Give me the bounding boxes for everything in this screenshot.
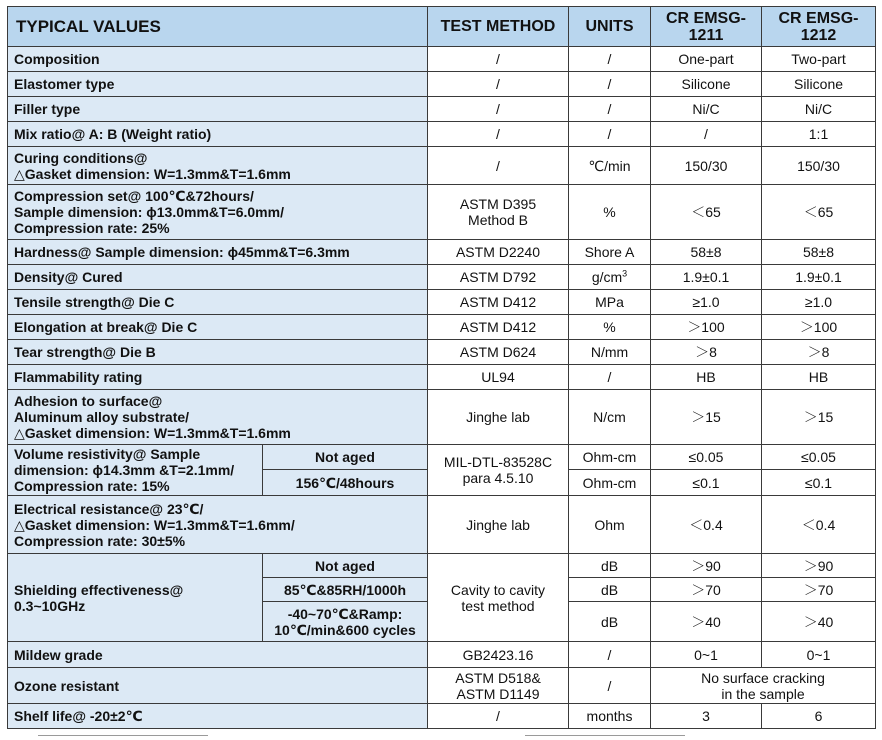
property-name: Elastomer type — [8, 72, 428, 97]
unit: N/mm — [569, 340, 651, 365]
unit: / — [569, 47, 651, 72]
test-method: MIL-DTL-83528C para 4.5.10 — [428, 445, 569, 496]
value-product-1: ＜65 — [651, 185, 762, 240]
value-product-1: HB — [651, 365, 762, 390]
typical-values-header: TYPICAL VALUES — [8, 7, 428, 47]
value-product-2: ＜0.4 — [762, 496, 876, 554]
unit: dB — [569, 554, 651, 578]
value-product-1: 58±8 — [651, 240, 762, 265]
unit: months — [569, 704, 651, 729]
test-method: / — [428, 97, 569, 122]
value-product-2: ≤0.05 — [762, 445, 876, 470]
test-method: UL94 — [428, 365, 569, 390]
table-row — [8, 72, 876, 97]
value-product-2: Silicone — [762, 72, 876, 97]
unit: / — [569, 365, 651, 390]
test-method: Cavity to cavity test method — [428, 554, 569, 642]
product-2-header: CR EMSG-1212 — [762, 7, 876, 47]
test-method: ASTM D518& ASTM D1149 — [428, 668, 569, 704]
unit-superscript: 3 — [622, 268, 628, 279]
property-name: Hardness@ Sample dimension: ϕ45mm&T=6.3mm — [8, 240, 428, 265]
test-method: / — [428, 147, 569, 185]
unit: ℃/min — [569, 147, 651, 185]
value-product-2: Ni/C — [762, 97, 876, 122]
table-row — [8, 315, 876, 340]
table-row — [8, 240, 876, 265]
value-product-2: 0~1 — [762, 642, 876, 668]
unit: / — [569, 122, 651, 147]
value-product-1: ＞8 — [651, 340, 762, 365]
test-method: GB2423.16 — [428, 642, 569, 668]
table-row — [8, 668, 876, 704]
property-name: Flammability rating — [8, 365, 428, 390]
unit: / — [569, 72, 651, 97]
test-method-header: TEST METHOD — [428, 7, 569, 47]
table-row — [8, 147, 876, 185]
value-product-2: ＞8 — [762, 340, 876, 365]
value-product-2: HB — [762, 365, 876, 390]
value-product-2: ＞100 — [762, 315, 876, 340]
unit: / — [569, 642, 651, 668]
value-product-2: ＞40 — [762, 602, 876, 642]
value-product-1: 3 — [651, 704, 762, 729]
unit: Shore A — [569, 240, 651, 265]
property-name: Density@ Cured — [8, 265, 428, 290]
table-row — [8, 390, 876, 445]
property-name: Tensile strength@ Die C — [8, 290, 428, 315]
property-name: Elongation at break@ Die C — [8, 315, 428, 340]
value-product-2: ＞15 — [762, 390, 876, 445]
value-product-2: Two-part — [762, 47, 876, 72]
property-name: Tear strength@ Die B — [8, 340, 428, 365]
unit: dB — [569, 578, 651, 602]
table-row — [8, 554, 876, 578]
value-both-products: No surface cracking in the sample — [651, 668, 876, 704]
test-method: ASTM D412 — [428, 290, 569, 315]
value-product-2: 1.9±0.1 — [762, 265, 876, 290]
unit: % — [569, 185, 651, 240]
table-row — [8, 97, 876, 122]
value-product-1: 0~1 — [651, 642, 762, 668]
table-row — [8, 185, 876, 240]
value-product-1: One-part — [651, 47, 762, 72]
value-product-1: ＜0.4 — [651, 496, 762, 554]
property-name: Shelf life@ -20±2℃ — [8, 704, 428, 729]
value-product-2: 1:1 — [762, 122, 876, 147]
property-name: Shielding effectiveness@ 0.3~10GHz — [8, 554, 263, 642]
value-product-2: ≥1.0 — [762, 290, 876, 315]
unit: N/cm — [569, 390, 651, 445]
test-method: Jinghe lab — [428, 496, 569, 554]
value-product-1: ≤0.05 — [651, 445, 762, 470]
test-method: / — [428, 122, 569, 147]
table-row — [8, 365, 876, 390]
product-1-header: CR EMSG-1211 — [651, 7, 762, 47]
property-name: Compression set@ 100℃&72hours/ Sample dimension: ϕ13.0mm&T=6.0mm/ Compression rate: 25% — [8, 185, 428, 240]
unit-base: g/cm — [591, 269, 623, 285]
unit: dB — [569, 602, 651, 642]
value-product-1: 1.9±0.1 — [651, 265, 762, 290]
test-method: Jinghe lab — [428, 390, 569, 445]
test-method: / — [428, 47, 569, 72]
value-product-2: 150/30 — [762, 147, 876, 185]
test-method: ASTM D624 — [428, 340, 569, 365]
table-row — [8, 445, 876, 470]
typical-values-table — [7, 6, 876, 729]
value-product-2: ＞70 — [762, 578, 876, 602]
unit: Ohm-cm — [569, 445, 651, 470]
table-row — [8, 642, 876, 668]
unit: Ohm-cm — [569, 470, 651, 496]
test-method: ASTM D412 — [428, 315, 569, 340]
value-product-1: ＞15 — [651, 390, 762, 445]
table-row — [8, 122, 876, 147]
table-row — [8, 340, 876, 365]
table-row — [8, 704, 876, 729]
table-row — [8, 47, 876, 72]
property-name: Adhesion to surface@ Aluminum alloy substrate/ △Gasket dimension: W=1.3mm&T=1.6mm — [8, 390, 428, 445]
test-method: / — [428, 704, 569, 729]
value-product-2: ＜65 — [762, 185, 876, 240]
value-product-1: ＞100 — [651, 315, 762, 340]
value-product-1: / — [651, 122, 762, 147]
table-row — [8, 496, 876, 554]
unit — [569, 265, 651, 290]
units-header: UNITS — [569, 7, 651, 47]
unit: / — [569, 668, 651, 704]
unit: % — [569, 315, 651, 340]
value-product-1: 150/30 — [651, 147, 762, 185]
test-method: ASTM D2240 — [428, 240, 569, 265]
value-product-2: 58±8 — [762, 240, 876, 265]
unit: Ohm — [569, 496, 651, 554]
property-name: Ozone resistant — [8, 668, 428, 704]
table-header-row — [8, 7, 876, 47]
property-name: Volume resistivity@ Sample dimension: ϕ14.3mm &T=2.1mm/ Compression rate: 15% — [8, 445, 263, 496]
value-product-2: ＞90 — [762, 554, 876, 578]
value-product-1: ≥1.0 — [651, 290, 762, 315]
table-row — [8, 265, 876, 290]
test-method: / — [428, 72, 569, 97]
value-product-1: Silicone — [651, 72, 762, 97]
value-product-2: 6 — [762, 704, 876, 729]
condition-label: Not aged — [263, 554, 428, 578]
property-name: Mildew grade — [8, 642, 428, 668]
condition-label: Not aged — [263, 445, 428, 470]
condition-label: -40~70℃&Ramp: 10℃/min&600 cycles — [263, 602, 428, 642]
test-method: ASTM D792 — [428, 265, 569, 290]
table-row — [8, 290, 876, 315]
footer-divider-right — [525, 735, 685, 736]
property-name: Curing conditions@ △Gasket dimension: W=1.3mm&T=1.6mm — [8, 147, 428, 185]
property-name: Filler type — [8, 97, 428, 122]
condition-label: 156℃/48hours — [263, 470, 428, 496]
value-product-1: ＞40 — [651, 602, 762, 642]
property-name: Composition — [8, 47, 428, 72]
unit: MPa — [569, 290, 651, 315]
condition-label: 85℃&85RH/1000h — [263, 578, 428, 602]
value-product-1: ≤0.1 — [651, 470, 762, 496]
property-name: Electrical resistance@ 23℃/ △Gasket dimension: W=1.3mm&T=1.6mm/ Compression rate: 30±5% — [8, 496, 428, 554]
test-method: ASTM D395 Method B — [428, 185, 569, 240]
footer-divider-left — [38, 735, 208, 736]
unit: / — [569, 97, 651, 122]
value-product-1: ＞70 — [651, 578, 762, 602]
property-name: Mix ratio@ A: B (Weight ratio) — [8, 122, 428, 147]
value-product-1: Ni/C — [651, 97, 762, 122]
value-product-2: ≤0.1 — [762, 470, 876, 496]
value-product-1: ＞90 — [651, 554, 762, 578]
